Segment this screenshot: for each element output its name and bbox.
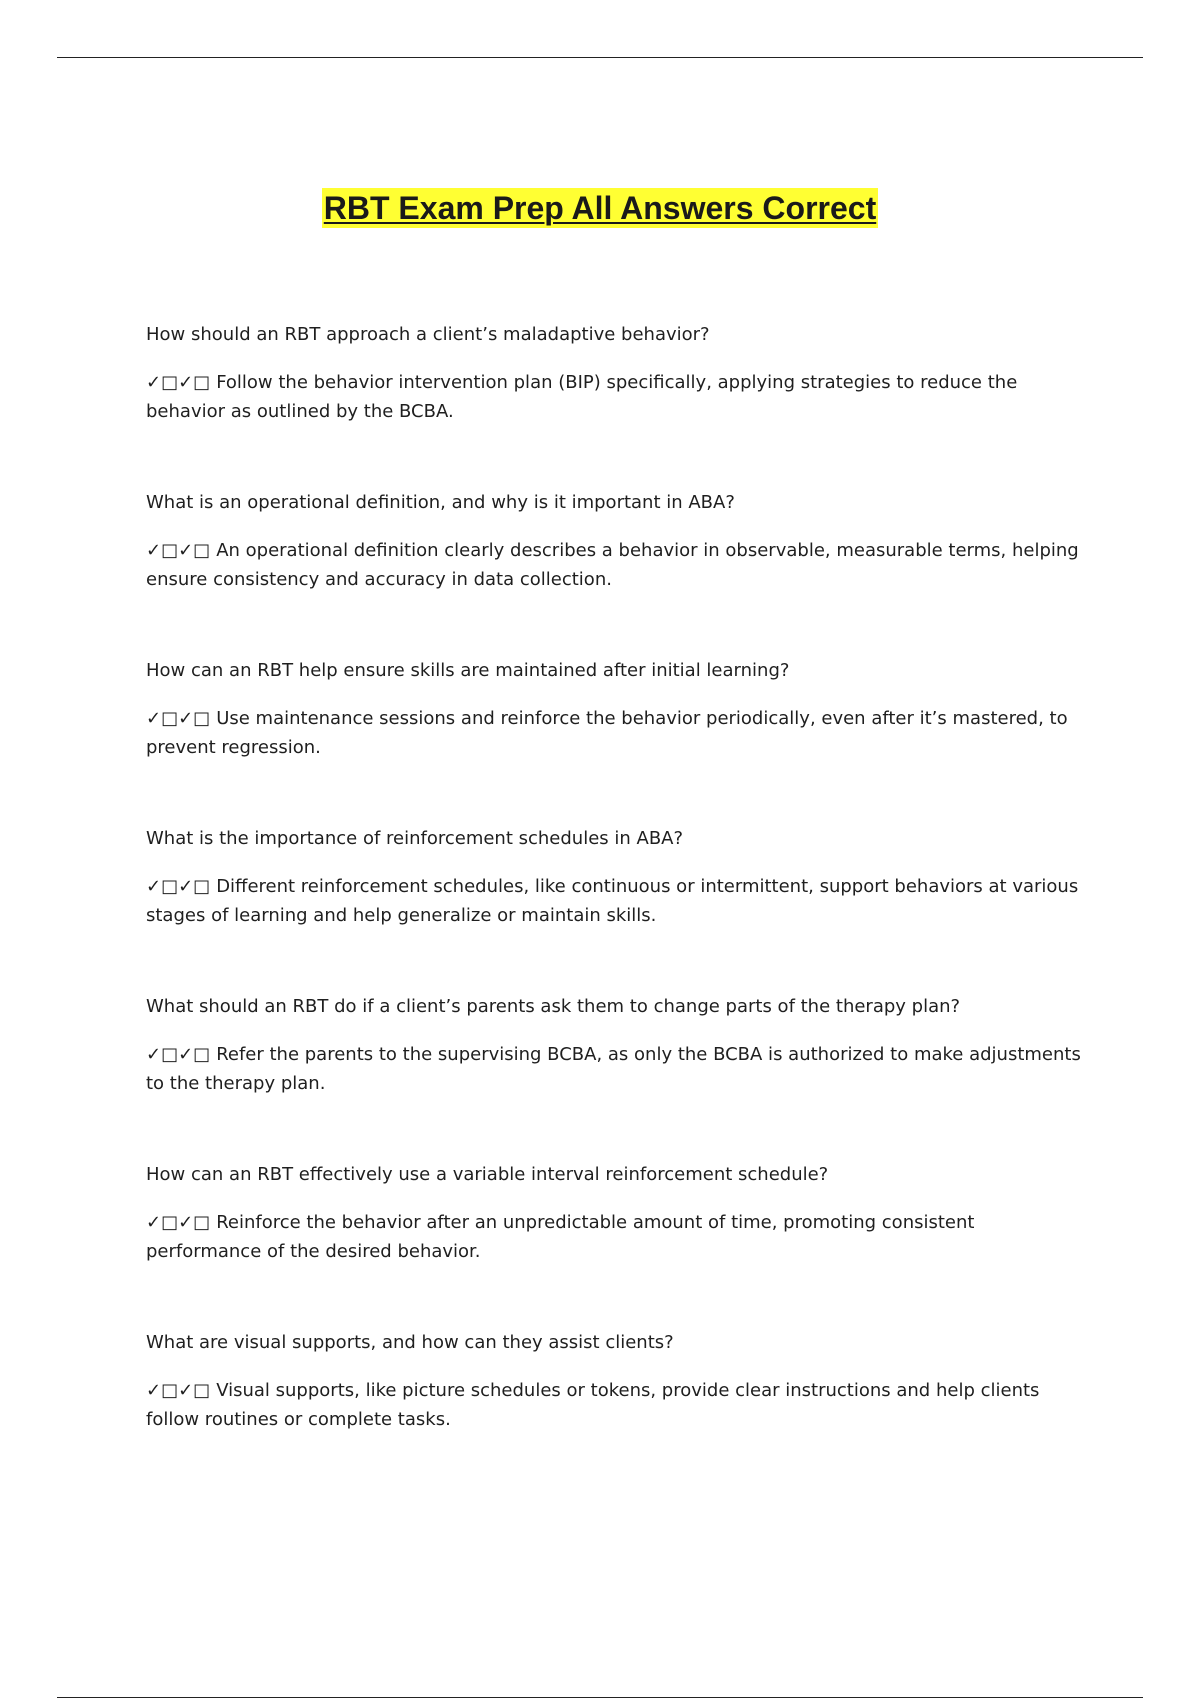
answer-text (146, 536, 1091, 594)
answer-body: An operational definition clearly describes a behavior in observable, measurable terms, helping ensure consistency and accuracy in data collection. (146, 540, 1079, 590)
answer-body: Follow the behavior intervention plan (BIP) specifically, applying strategies to reduce the behavior as outlined by the BCBA. (146, 372, 1018, 422)
question-text: How can an RBT help ensure skills are maintained after initial learning? (146, 660, 790, 681)
answer-text (146, 1376, 1091, 1434)
check-mark-icon: ✓□✓□ (146, 1044, 211, 1065)
question-text: What is the importance of reinforcement schedules in ABA? (146, 828, 684, 849)
question-text: What is an operational definition, and why is it important in ABA? (146, 492, 735, 513)
check-mark-icon: ✓□✓□ (146, 876, 211, 897)
qa-item (146, 322, 1091, 490)
answer-body: Use maintenance sessions and reinforce the behavior periodically, even after it’s mastered, to prevent regression. (146, 708, 1068, 758)
footer-rule (57, 1697, 1143, 1698)
check-mark-icon: ✓□✓□ (146, 540, 211, 561)
answer-text (146, 368, 1091, 426)
question-text: What are visual supports, and how can they assist clients? (146, 1332, 674, 1353)
answer-body: Visual supports, like picture schedules or tokens, provide clear instructions and help clients follow routines or complete tasks. (146, 1380, 1040, 1430)
question-text: How should an RBT approach a client’s maladaptive behavior? (146, 324, 710, 345)
header-rule (57, 57, 1143, 58)
question-text: How can an RBT effectively use a variable interval reinforcement schedule? (146, 1164, 829, 1185)
check-mark-icon: ✓□✓□ (146, 1212, 211, 1233)
check-mark-icon: ✓□✓□ (146, 1380, 211, 1401)
qa-item (146, 658, 1091, 826)
answer-text (146, 1208, 1091, 1266)
qa-item (146, 1162, 1091, 1330)
check-mark-icon: ✓□✓□ (146, 372, 211, 393)
qa-item (146, 490, 1091, 658)
answer-body: Different reinforcement schedules, like continuous or intermittent, support behaviors at various stages of learning and help generalize or maintain skills. (146, 876, 1079, 926)
title-container (0, 188, 1200, 228)
qa-item (146, 1330, 1091, 1498)
question-text: What should an RBT do if a client’s parents ask them to change parts of the therapy plan? (146, 996, 961, 1017)
answer-body: Refer the parents to the supervising BCBA, as only the BCBA is authorized to make adjustments to the therapy plan. (146, 1044, 1081, 1094)
qa-list (146, 322, 1091, 1498)
answer-text (146, 1040, 1091, 1098)
answer-text (146, 704, 1091, 762)
answer-text (146, 872, 1091, 930)
qa-item (146, 994, 1091, 1162)
page-title: RBT Exam Prep All Answers Correct (323, 190, 877, 226)
qa-item (146, 826, 1091, 994)
answer-body: Reinforce the behavior after an unpredictable amount of time, promoting consistent performance of the desired behavior. (146, 1212, 975, 1262)
check-mark-icon: ✓□✓□ (146, 708, 211, 729)
